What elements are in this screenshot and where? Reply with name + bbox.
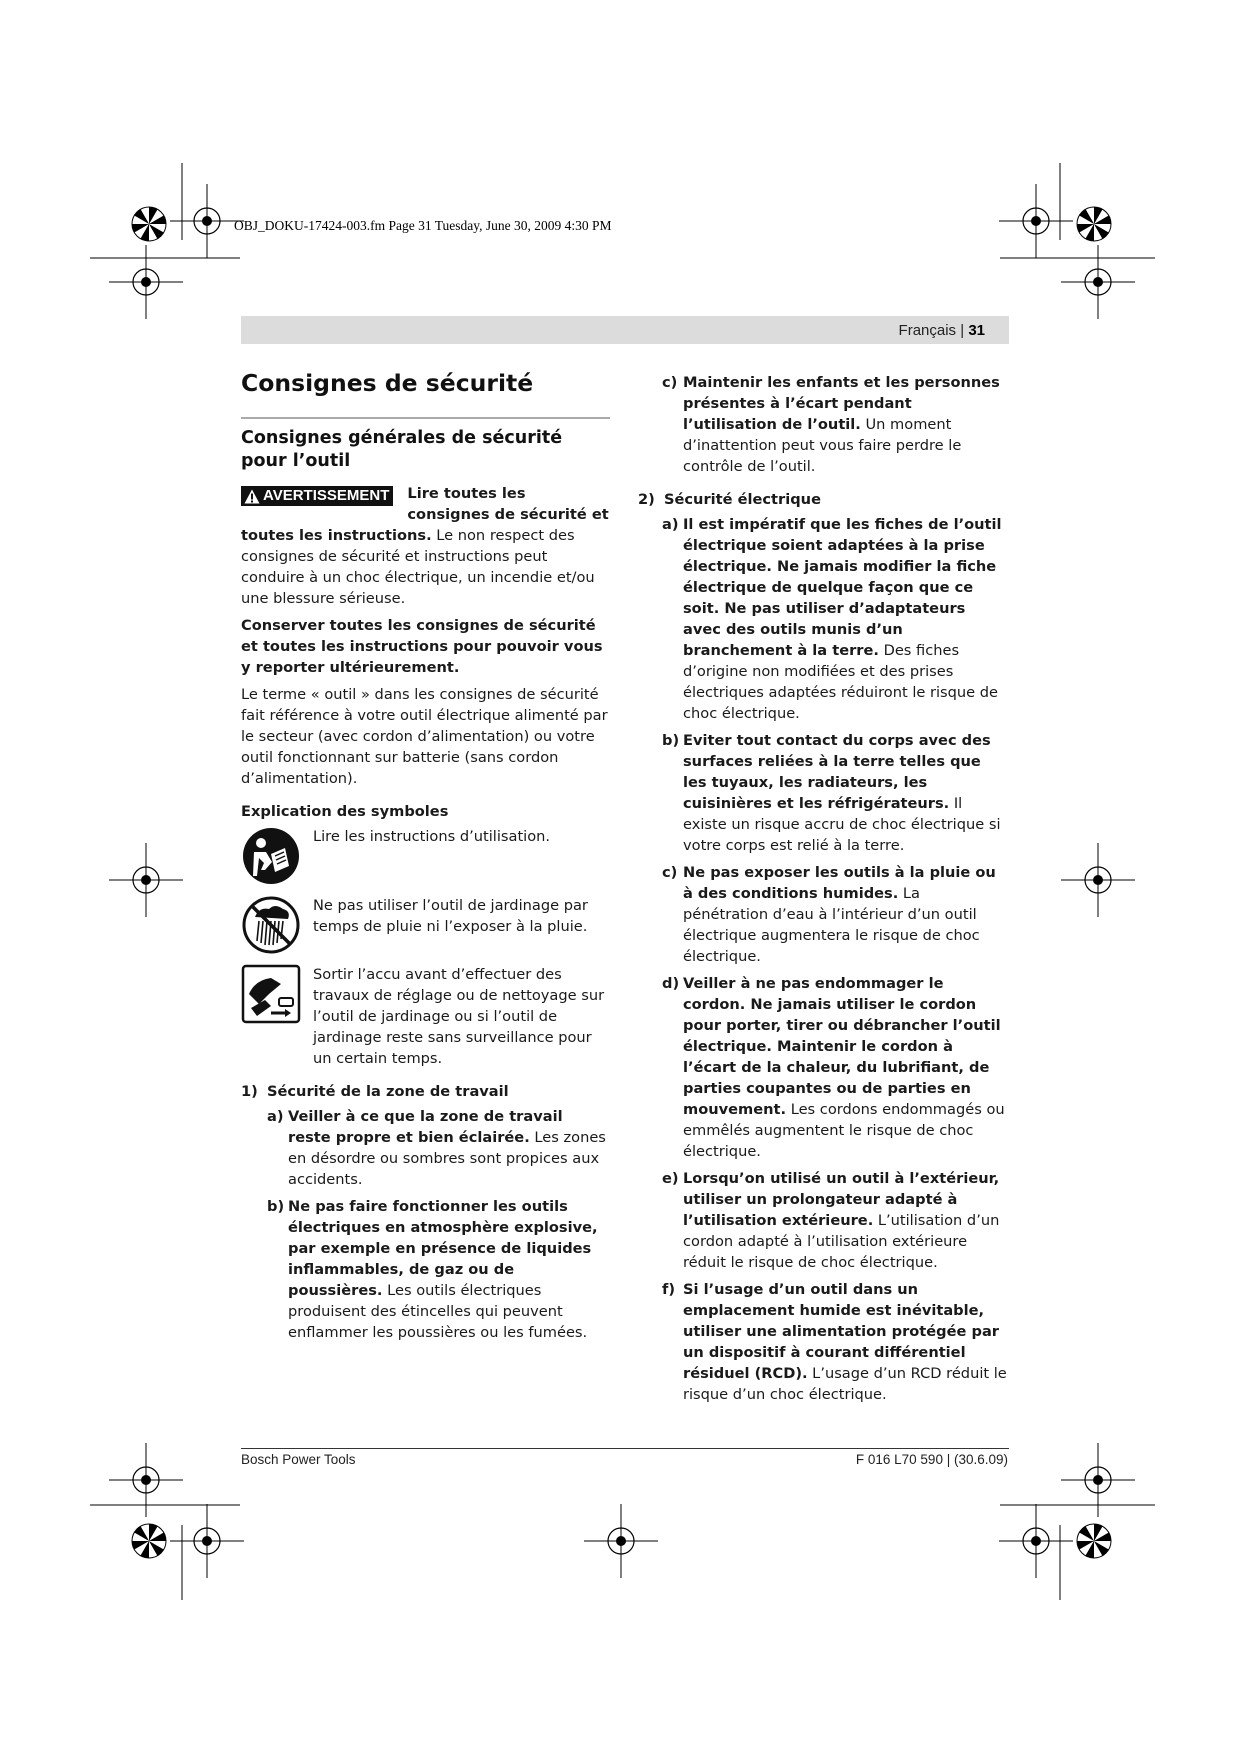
list-text-bold: Lorsqu’on utilisé un outil à l’extérieur, utiliser un prolongateur adapté à l’utilisation extérieure. xyxy=(683,1170,1000,1229)
page-title: Consignes de sécurité xyxy=(241,369,534,397)
list-text xyxy=(683,862,1008,967)
list-text-regular: L’utilisation d’un cordon adapté à l’utilisation extérieure réduit le risque de choc électrique. xyxy=(683,1212,1000,1271)
section-number: 2) xyxy=(638,491,655,508)
read-manual-icon xyxy=(241,826,301,886)
footer-doc-number: F 016 L70 590 | (30.6.09) xyxy=(855,1452,1008,1467)
symbol-description: Ne pas utiliser l’outil de jardinage par temps de pluie ni l’exposer à la pluie. xyxy=(313,897,588,935)
list-item xyxy=(638,730,1008,856)
list-marker: e) xyxy=(662,1170,679,1187)
list-item xyxy=(638,973,1008,1162)
list-text-bold: Maintenir les enfants et les personnes présentes à l’écart pendant l’utilisation de l’outil. xyxy=(683,374,1000,433)
list-marker: b) xyxy=(662,732,680,749)
list-text-bold: Veiller à ce que la zone de travail reste propre et bien éclairée. xyxy=(288,1108,563,1146)
symbol-row xyxy=(241,964,610,1069)
list-text xyxy=(288,1106,610,1190)
warning-triangle-icon xyxy=(244,489,260,504)
symbols-heading: Explication des symboles xyxy=(241,803,449,820)
footer-divider xyxy=(241,1448,1009,1449)
list-text-regular: La pénétration d’eau à l’intérieur d’un outil électrique augmentera le risque de choc électrique. xyxy=(683,885,980,965)
symbol-row xyxy=(241,826,610,886)
list-text-regular: Les cordons endommagés ou emmêlés augmentent le risque de choc électrique. xyxy=(683,1101,1005,1160)
list-text-bold: Si l’usage d’un outil dans un emplacement humide est inévitable, utiliser une alimentation protégée par un dispositif à courant différentiel résiduel (RCD). xyxy=(683,1281,999,1382)
list-item xyxy=(638,1279,1008,1405)
print-slug: OBJ_DOKU-17424-003.fm Page 31 Tuesday, June 30, 2009 4:30 PM xyxy=(234,218,612,233)
keep-instructions: Conserver toutes les consignes de sécurité et toutes les instructions pour pouvoir vous y reporter ultérieurement. xyxy=(241,617,603,676)
list-marker: b) xyxy=(267,1198,285,1215)
list-marker: c) xyxy=(662,864,678,881)
left-column xyxy=(241,368,610,1349)
list-text xyxy=(683,730,1008,856)
list-text xyxy=(683,514,1008,724)
list-text-regular: Les zones en désordre ou sombres sont propices aux accidents. xyxy=(288,1129,606,1188)
list-text-regular: Il existe un risque accru de choc électrique si votre corps est relié à la terre. xyxy=(683,795,1001,854)
section-number: 1) xyxy=(241,1083,258,1100)
section-title: Sécurité de la zone de travail xyxy=(267,1083,509,1100)
list-marker: d) xyxy=(662,975,680,992)
warning-bold-text: Lire toutes les consignes de sécurité et toutes les instructions. xyxy=(241,485,609,544)
section-heading-electrical xyxy=(638,489,1008,510)
right-column xyxy=(638,372,1008,1411)
list-text xyxy=(288,1196,610,1343)
list-text xyxy=(683,1168,1008,1273)
warning-paragraph xyxy=(241,483,610,609)
list-text xyxy=(683,973,1008,1162)
list-item xyxy=(638,862,1008,967)
list-item xyxy=(241,1196,610,1343)
symbol-description: Lire les instructions d’utilisation. xyxy=(313,828,551,845)
list-marker: c) xyxy=(662,374,678,391)
footer-brand: Bosch Power Tools xyxy=(241,1452,356,1467)
list-marker: f) xyxy=(662,1281,676,1298)
list-text-bold: Il est impératif que les fiches de l’outil électrique soient adaptées à la prise électrique. Ne jamais modifier la fiche électrique de quelque façon que ce soit. Ne pas utiliser d’adaptateurs avec des outils munis d’un branchement à la terre. xyxy=(683,516,1002,659)
tool-term-definition: Le terme « outil » dans les consignes de sécurité fait référence à votre outil électrique alimenté par le secteur (avec cordon d’alimentation) ou votre outil fonctionnant sur batterie (sans cordon d’alimentation). xyxy=(241,686,608,787)
page-header xyxy=(899,322,985,339)
page-number: 31 xyxy=(968,322,985,339)
list-text-bold: Veiller à ne pas endommager le cordon. Ne jamais utiliser le cordon pour porter, tirer ou débrancher l’outil électrique. Maintenir le cordon à l’écart de la chaleur, du lubrifiant, de parties coupantes ou de parties en mouvement. xyxy=(683,975,1001,1118)
list-text-regular: Des fiches d’origine non modifiées et des prises électriques adaptées réduiront le risque de choc électrique. xyxy=(683,642,999,722)
symbol-description: Sortir l’accu avant d’effectuer des travaux de réglage ou de nettoyage sur l’outil de jardinage ou si l’outil de jardinage reste sans surveillance pour un certain temps. xyxy=(313,966,605,1067)
section-heading-workspace xyxy=(241,1081,610,1102)
list-text-bold: Ne pas exposer les outils à la pluie ou à des conditions humides. xyxy=(683,864,996,902)
list-text-regular: Un moment d’inattention peut vous faire perdre le contrôle de l’outil. xyxy=(683,416,962,475)
list-item xyxy=(638,1168,1008,1273)
warning-badge-label: AVERTISSEMENT xyxy=(263,487,390,504)
list-item xyxy=(638,372,1008,477)
list-item xyxy=(638,514,1008,724)
symbol-row xyxy=(241,895,610,955)
header-language: Français xyxy=(898,322,957,339)
warning-text: Le non respect des consignes de sécurité et instructions peut conduire à un choc électrique, un incendie et/ou une blessure sérieuse. xyxy=(241,527,595,607)
list-text-bold: Ne pas faire fonctionner les outils électriques en atmosphère explosive, par exemple en présence de liquides inflammables, de gaz ou de poussières. xyxy=(288,1198,598,1299)
section-heading: Consignes générales de sécurité pour l’outil xyxy=(241,428,563,471)
title-divider xyxy=(241,417,610,419)
list-text-regular: Les outils électriques produisent des étincelles qui peuvent enflammer les poussières ou les fumées. xyxy=(288,1282,588,1341)
warning-badge xyxy=(241,486,393,506)
page-header-bar xyxy=(241,316,1009,344)
section-title: Sécurité électrique xyxy=(664,491,821,508)
remove-battery-icon xyxy=(241,964,301,1024)
list-marker: a) xyxy=(662,516,679,533)
list-item xyxy=(241,1106,610,1190)
list-text-bold: Eviter tout contact du corps avec des surfaces reliées à la terre telles que les tuyaux, les radiateurs, les cuisinières et les réfrigérateurs. xyxy=(683,732,991,812)
list-text-regular: L’usage d’un RCD réduit le risque d’un choc électrique. xyxy=(683,1365,1007,1403)
list-marker: a) xyxy=(267,1108,284,1125)
no-rain-icon xyxy=(241,895,301,955)
list-text xyxy=(683,1279,1008,1405)
header-separator: | xyxy=(960,322,965,339)
list-text xyxy=(683,372,1008,477)
